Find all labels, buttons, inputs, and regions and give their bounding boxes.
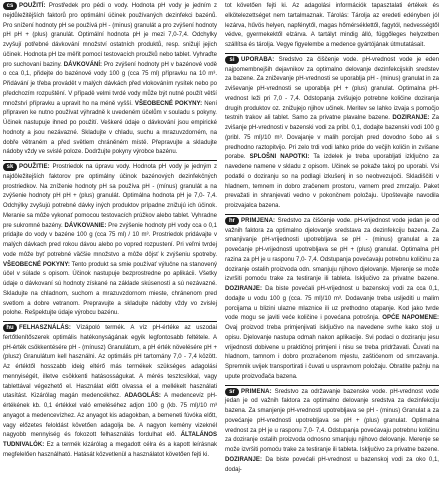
subsection-heading: ÁLTALÁNOS TUDNIVALÓK: <box>3 432 217 448</box>
body-text: Ovaj proizvod treba primjenjivati isključivo na navedene svrhe kako stoji u opisu. Djelovanje nastupa odmah nakon aplikacije. Svi podaci o doziranju jesu vrijednosti dobivene u praktičnoj primjeni i nisu se treba pridržavati. Čuvati na hladnom, tamnom i dobro prozračenom mjestu, zaštićenom od smrzavanja. Spremnik uvijek transportirati i čuvati u uspravnom položaju. Obratite pažnju na upute proizvođača bazena. <box>225 325 439 380</box>
body-text: Da biste povećali pH-vrednost u bazenskoj vodi za oko 0,1, dodaj- <box>225 456 439 473</box>
body-text: Ez a termék kizárólag a megadott célra és a kapott leírásnak megfelelően használható. Hatását közvetlenül a használatot követően fejti ki. <box>3 442 217 458</box>
body-text: Da biste povećali pH-vrijednost u bazenskoj vodi za cca 0,1, dodajte u vodu 100 g (cca. 75 ml)/10 m³. Dodavanje treba usljediti u malim porcijama u blizini ulazne mlaznice ili uz prethodno otapanje. Kod jako tvrde vode mogu se javiti veće količine i povećana potrošnja. <box>225 286 439 322</box>
subsection-heading: DOZIRANJE: <box>392 115 430 122</box>
section-divider <box>3 321 217 322</box>
body-text: Sredstvo za čiščenje vode. pH-vrednost vode je eden najpomembnejših dejavnikov za optimalno delovanje dezinfekcijskih sredstev za bazene. Za zniževanje pH-vrednosti se uporablja pH - (minus) granulat in za zviševanje pH-vrednosti se uporablja pH + (plus) granulat. Optimalna pH-vrednost leži pri 7,0 - 7,4. Odstopanja zvišujejo potrebne količine doziranja drugih produktov oz. znižujejo njihov učinek. Meritev se lahko izvaja s pomočjo testnih trakov ali tablet. Samo za privatne plavalne bazene. <box>225 56 439 122</box>
language-code-badge: si <box>225 56 239 64</box>
language-section-hu <box>3 324 217 461</box>
language-section-hr <box>225 217 439 383</box>
body-text: Pre zvýšenie hodnoty pH vody cca o 0,1 pridajte do vody v bazéne 100 g (cca 75 ml) / 10 m³. Prostriedok pridávajte v malých dávkach pred rokou dávou alebo po vopred rozpustení. Pri veľmi tvrdej vode môže byť potrebné väčšie množstvo a môže dôjsť k zvýšeniu spotreby. <box>3 222 218 258</box>
section-divider <box>225 53 439 54</box>
language-code-badge: hu <box>3 324 17 332</box>
language-section-si <box>225 56 439 212</box>
body-text: Sredstvo za čišćenje vode. pH-vrijednost vode jedan je od važnih faktora za optimalno djelovanje sredstava za dezinfekciju bazena. Za smanjivanje pH-vrijednosti upotrebljava se pH - (minus) granulat a za povećanje pH-vrijednosti upotrebljava se pH + (plus) granulat. Optimalna pH razina za pH je u rasponu 7,0- 7,4. Odstupanja povećavaju potrebnu količinu za doziranje ostalih proizvoda odn. smanjuju njihovo djelovanje. Mjerenje se može izvršiti pomoću trake za testiranje ili tableta. Isključivo za privatne bazene. <box>225 217 439 283</box>
language-code-badge: sr <box>225 388 239 396</box>
body-text: Vízápoló termék. A víz pH-értéke az uszodai fertőtlenítőszerek optimális hatékonyságának egyik legfontosabb feltétele. A pH-érték csökkentésére pH - (mínusz) Granulátum, a pH érték növelésére pH + (plusz) Granulátum kell használni. Az optimális pH tartomány 7,0 - 7,4 között. Az értéktől hosszabb ideig eltérő más termékek szükséges adagolási mennyiségét, illetve csökkenti hatásosságukat. A mérés tesztcsíkkal, vagy tablettával végezhető el. Használat előtt olvassa el a mellékelt használati utasítást. Kizárólag magán medencékhez. <box>3 325 217 400</box>
body-text: Ta izdelek je treba uporabljati izključno za navedene namene v skladu z opisom. Učinek se pokaže takoj po uporabi. Vsi podatki o doziranju so na podlagi izkušenj in so neobvezujoči. Skladiščiti v hladnem, temnem in dobro zračenem prostoru, varnem pred zmrzaljo. Paket prevažati in shranjevati vedno v pokončnem položaju. Upoštevajte navodila proizvajalca bazena. <box>225 154 439 209</box>
section-divider <box>3 160 217 161</box>
right-text-column <box>225 2 439 476</box>
subsection-heading: DÁVKOVANIE: <box>64 222 107 229</box>
section-divider <box>225 214 439 215</box>
language-section-sr <box>225 388 439 476</box>
body-text: Sredstvo za održavanje bazenske vode. pH-vrednost vode jedan je od važnih faktora za optimalno delovanje sredstva za dezinfekciju bazena. Za smanjenje pH-vrednosti upotrebljava se pH - (minus) Granulat a za povećanje pH-vrednosti upotrebljava se pH + (plus) granulat. Optimalna vrednost za pH je u rasponu 7,0- 7,4. Odstupanja povećavaju potrebnu količinu za doziranje ostalih proizvoda odnosno smanjuju njihovo delovanje. Merenje se može izvršiti pomoću trake za testiranje ili tableta. Isključivo za privatne bazene. <box>225 388 439 453</box>
language-section-sk <box>3 163 217 319</box>
language-code-badge: cs <box>3 2 17 10</box>
body-text: Prostředek pro pédi o vody. Hodnota pH vody je jedním z nejdůležitějších faktorů pro optimální účinek používaných dezinfekci bazénů. Pro snížení hodnoty pH se používá pH - (minus) granulát a pro zvýšení hodnoty pH pH + (plus) granulát. Optimální hodnota pH je mezi 7,0-7,4. Odchylky zvyšují potřebné dávkování množství ostatních produktů, resp. snižují jejich účinek. Hodnota pH lze měřit pomocí testovacích proužků nebo tablet. Vyhraďte pro <box>3 3 217 68</box>
language-code-badge: sk <box>3 163 17 171</box>
body-text: A medencevíz pH-értékének kb. 0,1 értékkel való emeléséhez adjon 100 g (kb. 75 ml)/10 m³ anyagot a medencevízhez. Az anyagot kis adagokban, a bemeneti fúvóka előtt, vagy előzetes feloldást követően adagolja be. A nagyon kemény vizeknél nagyobb mennyiség és fokozott felhasználás fordulhat elő. <box>3 393 217 439</box>
subsection-heading: VŠEOBECNÉ POKYNY: <box>134 100 203 107</box>
body-text: Prostriedok na úpravu vody. Hodnota pH vody je jedným z najdôležitejších faktorov pre optimálny účinok bazénových dezinfekčných prostriedkov. Na zníženie hodnoty pH sa používa pH - (mínus) granulát a na zvýšenie hodnoty pH pH + (plus) granulát. Optimálna hodnota pH je 7,0- 7,4. Odchýlky zvyšujú potrebné dávky iných produktov prípadne znižujú ich účinok. Meranie sa môže vykonať pomocou testovacích prúžkov alebo tablet. Vyhradne pre sukromné bazény. <box>3 164 217 229</box>
body-text: Pro zvýšení hodnoty pH v bazénové vodě o cca 0,1, přidejte do bazénové vody 100 g (cca 75 ml) přípravku na 10 m³. Přidávání je třeba provádět v malých dávkách před vlokováním rysítek nebo po předchozím rozpuštění. V případě velmi tvrdé vody může být nutné použít větší množství přípravku a upravit ho na méně vyšší. <box>3 61 217 107</box>
body-text: Tento produkt sa smie používať výlučne na stanovený účel v súlade s opisom. Účinok nastupuje bezprostredne po aplikácii. Všetky údaje o dávkovaní sú hodnoty získané na základe skúseností a sú nezávazné. Skladujte na chladnom, suchom a mrazuvzdornom mieste, chránenom pred svetlom a dobre vetranom. Prepravujte a skladujte nádoby vždy vo zvislej polohe. Rešpektujte údaje výrobcu bazénu. <box>3 261 217 317</box>
subsection-heading: VŠEOBECNÉ POKYNY: <box>3 261 70 268</box>
body-text: Za zvišanje pH-vrednosti v bazenski vodi za pribl. 0,1, dodajte bazenski vodi 100 g (pribl. 75 ml)/10 m³. Dovajanje v malih porcijah pred dovodno šobo ali s predhodno raztopitvijo. Pri zelo trdi vodi lahko pride do večjih količin in zvišane porabe. <box>225 115 439 161</box>
section-heading: POUŽITÍ: <box>19 3 46 9</box>
left-text-column <box>3 2 217 462</box>
language-section-cs <box>3 2 217 158</box>
section-heading: POUŽITIE: <box>19 164 50 170</box>
language-section-continued <box>225 2 439 51</box>
subsection-heading: DOZIRANJE: <box>225 456 262 463</box>
body-text: Není připraven ke nutno používat výhradně k uvedeném účelům v souladu s pokyny. Účinek nastupuje ihned po použití. Veškeré údaje o dávkování jsou empirické hodnoty a jsou nezávazné. Skladujte v chladu, suchu a mrazuvzdorném, na dobře větraném a před světlem chráněném místě. Přepravujte a skladujte nádoby vždy ve svislé poloze. Dodržujte pokyny výrobce bazénu. <box>3 100 218 156</box>
subsection-heading: OPĆE NAPOMENE: <box>382 315 439 322</box>
subsection-heading: SPLOŠNI NAPOTKI: <box>249 154 310 161</box>
section-heading: FELHASZNÁLÁS: <box>19 325 72 331</box>
language-code-badge: hr <box>225 217 239 225</box>
subsection-heading: ADAGOLÁS: <box>124 393 161 400</box>
body-text: suchovaní baziny. <box>11 61 64 68</box>
subsection-heading: DÁVKOVÁNÍ: <box>63 61 103 68</box>
section-divider <box>225 385 439 386</box>
section-heading: UPORABA: <box>241 56 275 63</box>
body-text: tot követően fejti ki. Az adagolási információk tapasztalati értékek és elkötelezettséget nem tartalmaznak. Tárolás: Tárolja az eredeti edényben jól lezárva, hűvös helyen, napfénytől, magas hőmérséklettől, fagytól, nedvességtől védve, gyermekektől elzárva. A tartályt mindig álló, függőleges helyzetben szállítsa és tárolja. Vegye figyelembe a medence gyártójának útmutatásait. <box>225 3 439 48</box>
section-heading: PRIMENA: <box>241 388 272 395</box>
subsection-heading: DOZIRANJE: <box>225 286 262 292</box>
section-heading: PRIMJENA: <box>241 217 276 224</box>
